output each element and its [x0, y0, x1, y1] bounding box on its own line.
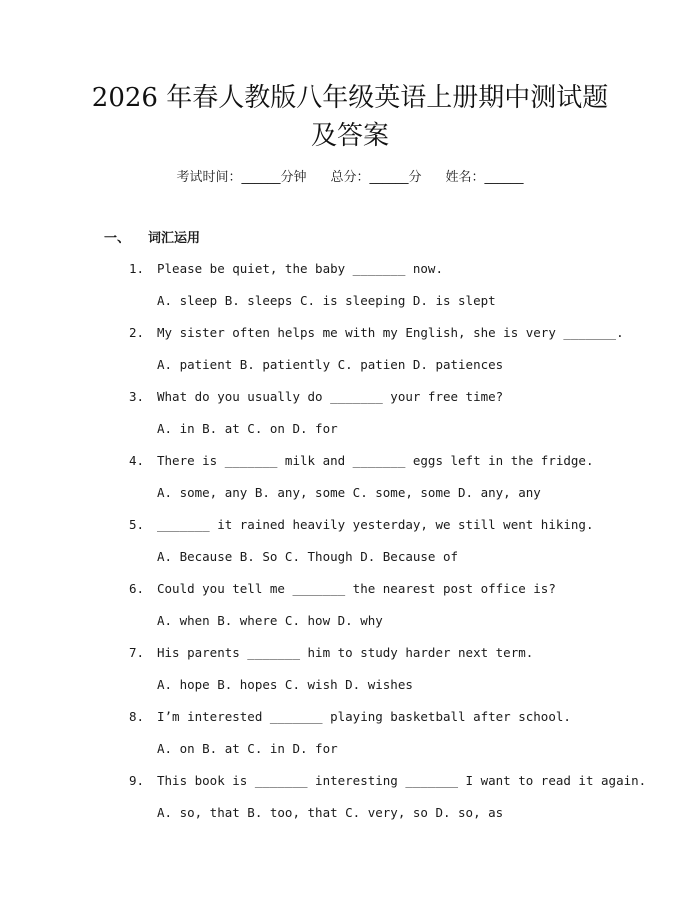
- question-list: [0, 259, 700, 835]
- section-number: 一、: [104, 231, 131, 246]
- question-stem: My sister often helps me with my English, she is very _______.: [157, 325, 624, 340]
- question-options: A. sleep B. sleeps C. is sleeping D. is slept: [157, 293, 496, 308]
- question-number: 1.: [129, 261, 145, 276]
- total-score-field: 总分：______分: [330, 170, 422, 185]
- question-item: [0, 259, 700, 323]
- question-number: 3.: [129, 389, 145, 404]
- section-title: 词汇运用: [148, 231, 201, 246]
- question-options: A. hope B. hopes C. wish D. wishes: [157, 677, 413, 692]
- exam-time-field: 考试时间：______分钟: [176, 170, 307, 185]
- question-item: [0, 707, 700, 771]
- question-number: 4.: [129, 453, 145, 468]
- question-stem: Please be quiet, the baby _______ now.: [157, 261, 443, 276]
- question-options: A. when B. where C. how D. why: [157, 613, 383, 628]
- question-item: [0, 451, 700, 515]
- section-heading: [104, 229, 200, 249]
- page-title-line1: 2026 年春人教版八年级英语上册期中测试题: [91, 83, 609, 113]
- question-stem: This book is _______ interesting _______ I want to read it again.: [157, 773, 647, 788]
- question-stem: _______ it rained heavily yesterday, we still went hiking.: [157, 517, 594, 532]
- question-options: A. some, any B. any, some C. some, some D. any, any: [157, 485, 541, 500]
- question-number: 9.: [129, 773, 145, 788]
- question-number: 5.: [129, 517, 145, 532]
- question-stem: Could you tell me _______ the nearest post office is?: [157, 581, 556, 596]
- question-item: [0, 323, 700, 387]
- question-number: 8.: [129, 709, 145, 724]
- question-options: A. in B. at C. on D. for: [157, 421, 338, 436]
- question-item: [0, 579, 700, 643]
- page-title-line2: 及答案: [310, 121, 389, 151]
- question-item: [0, 387, 700, 451]
- question-options: A. so, that B. too, that C. very, so D. so, as: [157, 805, 504, 820]
- question-item: [0, 643, 700, 707]
- student-name-field: 姓名：______: [445, 170, 524, 185]
- question-stem: I’m interested _______ playing basketball after school.: [157, 709, 571, 724]
- question-number: 7.: [129, 645, 145, 660]
- question-stem: His parents _______ him to study harder next term.: [157, 645, 534, 660]
- question-number: 6.: [129, 581, 145, 596]
- exam-meta: [0, 168, 700, 188]
- question-options: A. on B. at C. in D. for: [157, 741, 338, 756]
- question-stem: What do you usually do _______ your free time?: [157, 389, 504, 404]
- question-options: A. patient B. patiently C. patien D. patiences: [157, 357, 504, 372]
- question-item: [0, 515, 700, 579]
- question-item: [0, 771, 700, 835]
- question-stem: There is _______ milk and _______ eggs left in the fridge.: [157, 453, 594, 468]
- question-number: 2.: [129, 325, 145, 340]
- question-options: A. Because B. So C. Though D. Because of: [157, 549, 459, 564]
